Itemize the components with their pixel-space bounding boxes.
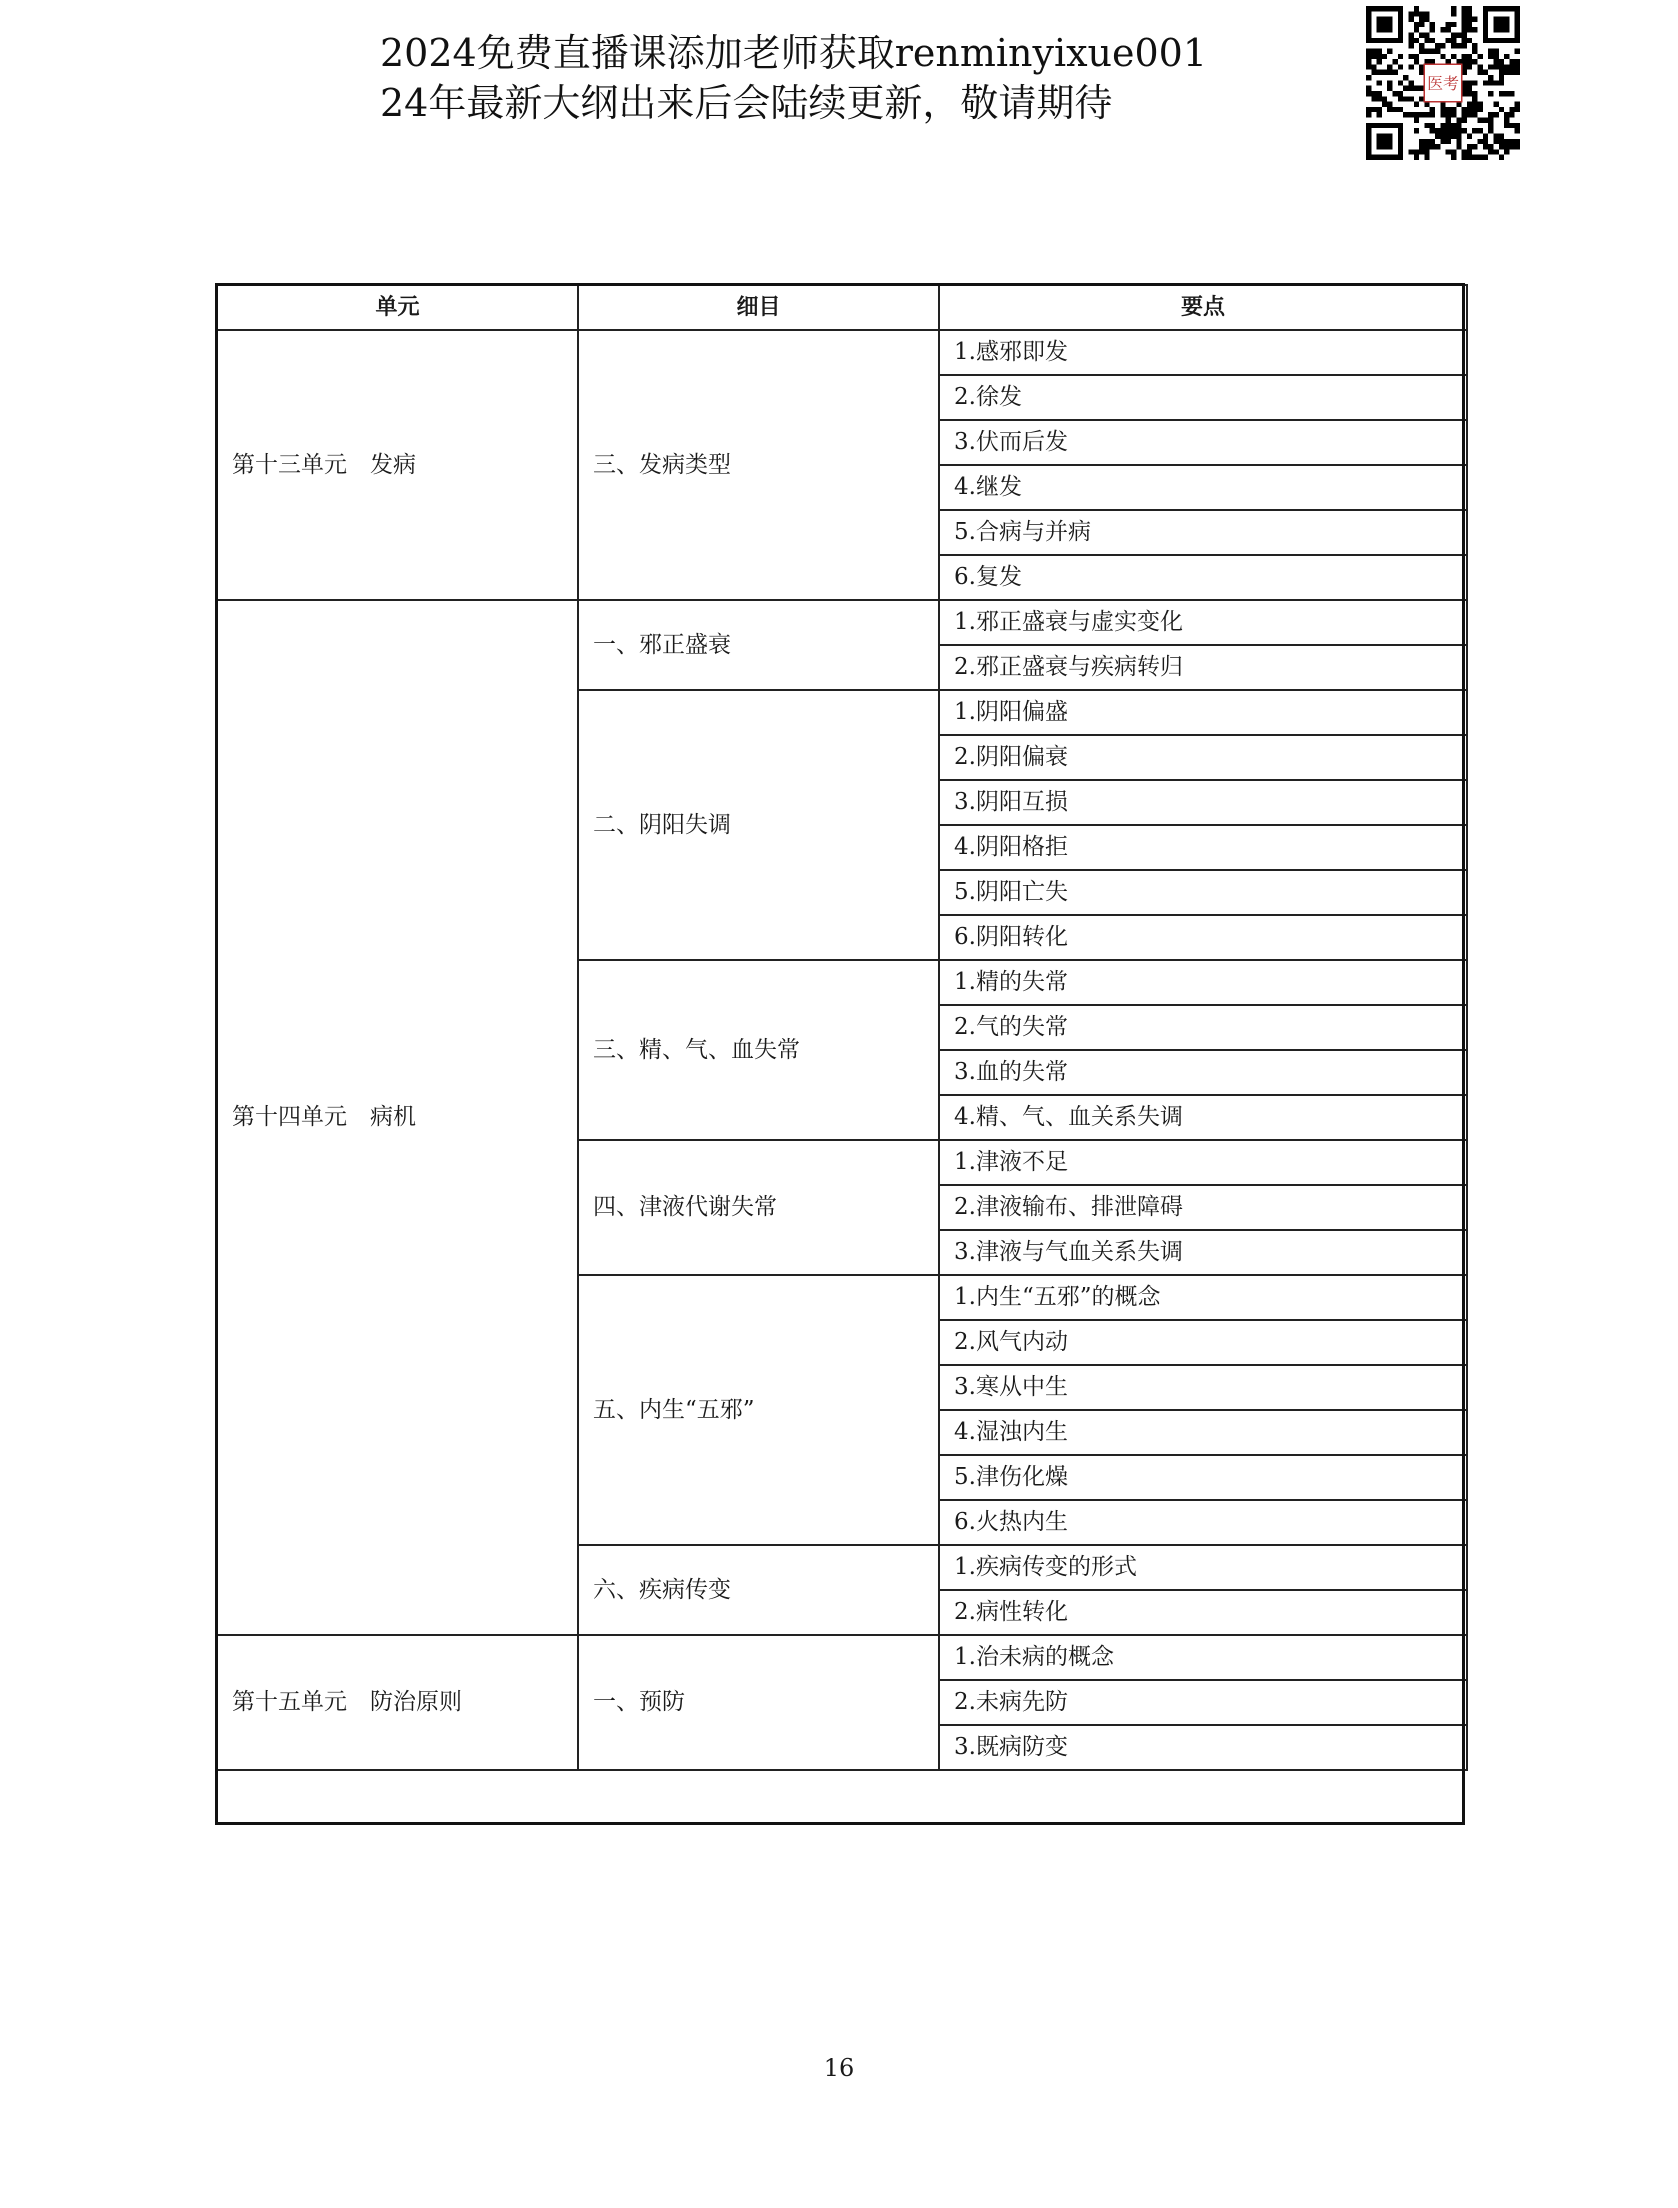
point-cell: 1.阴阳偏盛 [939,690,1467,735]
point-cell: 1.疾病传变的形式 [939,1545,1467,1590]
subject-cell: 一、预防 [578,1635,939,1770]
point-cell: 2.阴阳偏衰 [939,735,1467,780]
point-cell: 1.治未病的概念 [939,1635,1467,1680]
point-cell: 1.内生“五邪”的概念 [939,1275,1467,1320]
point-cell: 1.邪正盛衰与虚实变化 [939,600,1467,645]
unit-cell: 第十三单元 发病 [217,330,578,600]
point-cell: 2.气的失常 [939,1005,1467,1050]
table-row [217,1635,1467,1680]
header-unit: 单元 [217,285,578,330]
point-cell: 2.邪正盛衰与疾病转归 [939,645,1467,690]
point-cell: 6.火热内生 [939,1500,1467,1545]
page-number: 16 [823,2054,855,2082]
point-cell: 4.精、气、血关系失调 [939,1095,1467,1140]
point-cell: 3.津液与气血关系失调 [939,1230,1467,1275]
table-row [217,330,1467,375]
point-cell: 3.伏而后发 [939,420,1467,465]
syllabus-table [216,284,1468,1771]
qr-logo-text: 医考 [1427,73,1459,93]
point-cell: 2.病性转化 [939,1590,1467,1635]
subject-cell: 三、发病类型 [578,330,939,600]
qr-code-icon [1366,6,1520,160]
point-cell: 1.精的失常 [939,960,1467,1005]
table-row [217,600,1467,645]
point-cell: 2.风气内动 [939,1320,1467,1365]
point-cell: 3.既病防变 [939,1725,1467,1770]
point-cell: 3.寒从中生 [939,1365,1467,1410]
subject-cell: 六、疾病传变 [578,1545,939,1635]
subject-cell: 四、津液代谢失常 [578,1140,939,1275]
promo-line-2: 24年最新大纲出来后会陆续更新，敬请期待 [380,81,1113,125]
point-cell: 4.湿浊内生 [939,1410,1467,1455]
subject-cell: 一、邪正盛衰 [578,600,939,690]
point-cell: 4.阴阳格拒 [939,825,1467,870]
header-points: 要点 [939,285,1467,330]
point-cell: 2.津液输布、排泄障碍 [939,1185,1467,1230]
point-cell: 6.阴阳转化 [939,915,1467,960]
point-cell: 3.阴阳互损 [939,780,1467,825]
subject-cell: 五、内生“五邪” [578,1275,939,1545]
promo-line-1: 2024免费直播课添加老师获取renminyixue001 [380,31,1208,75]
point-cell: 5.阴阳亡失 [939,870,1467,915]
header-subject: 细目 [578,285,939,330]
promo-banner [380,28,1207,128]
point-cell: 1.津液不足 [939,1140,1467,1185]
point-cell: 3.血的失常 [939,1050,1467,1095]
subject-cell: 二、阴阳失调 [578,690,939,960]
point-cell: 2.徐发 [939,375,1467,420]
subject-cell: 三、精、气、血失常 [578,960,939,1140]
unit-cell: 第十五单元 防治原则 [217,1635,578,1770]
point-cell: 4.继发 [939,465,1467,510]
point-cell: 5.津伤化燥 [939,1455,1467,1500]
point-cell: 2.未病先防 [939,1680,1467,1725]
unit-cell: 第十四单元 病机 [217,600,578,1635]
point-cell: 5.合病与并病 [939,510,1467,555]
point-cell: 1.感邪即发 [939,330,1467,375]
table-body [217,330,1467,1770]
point-cell: 6.复发 [939,555,1467,600]
table-header-row [217,285,1467,330]
